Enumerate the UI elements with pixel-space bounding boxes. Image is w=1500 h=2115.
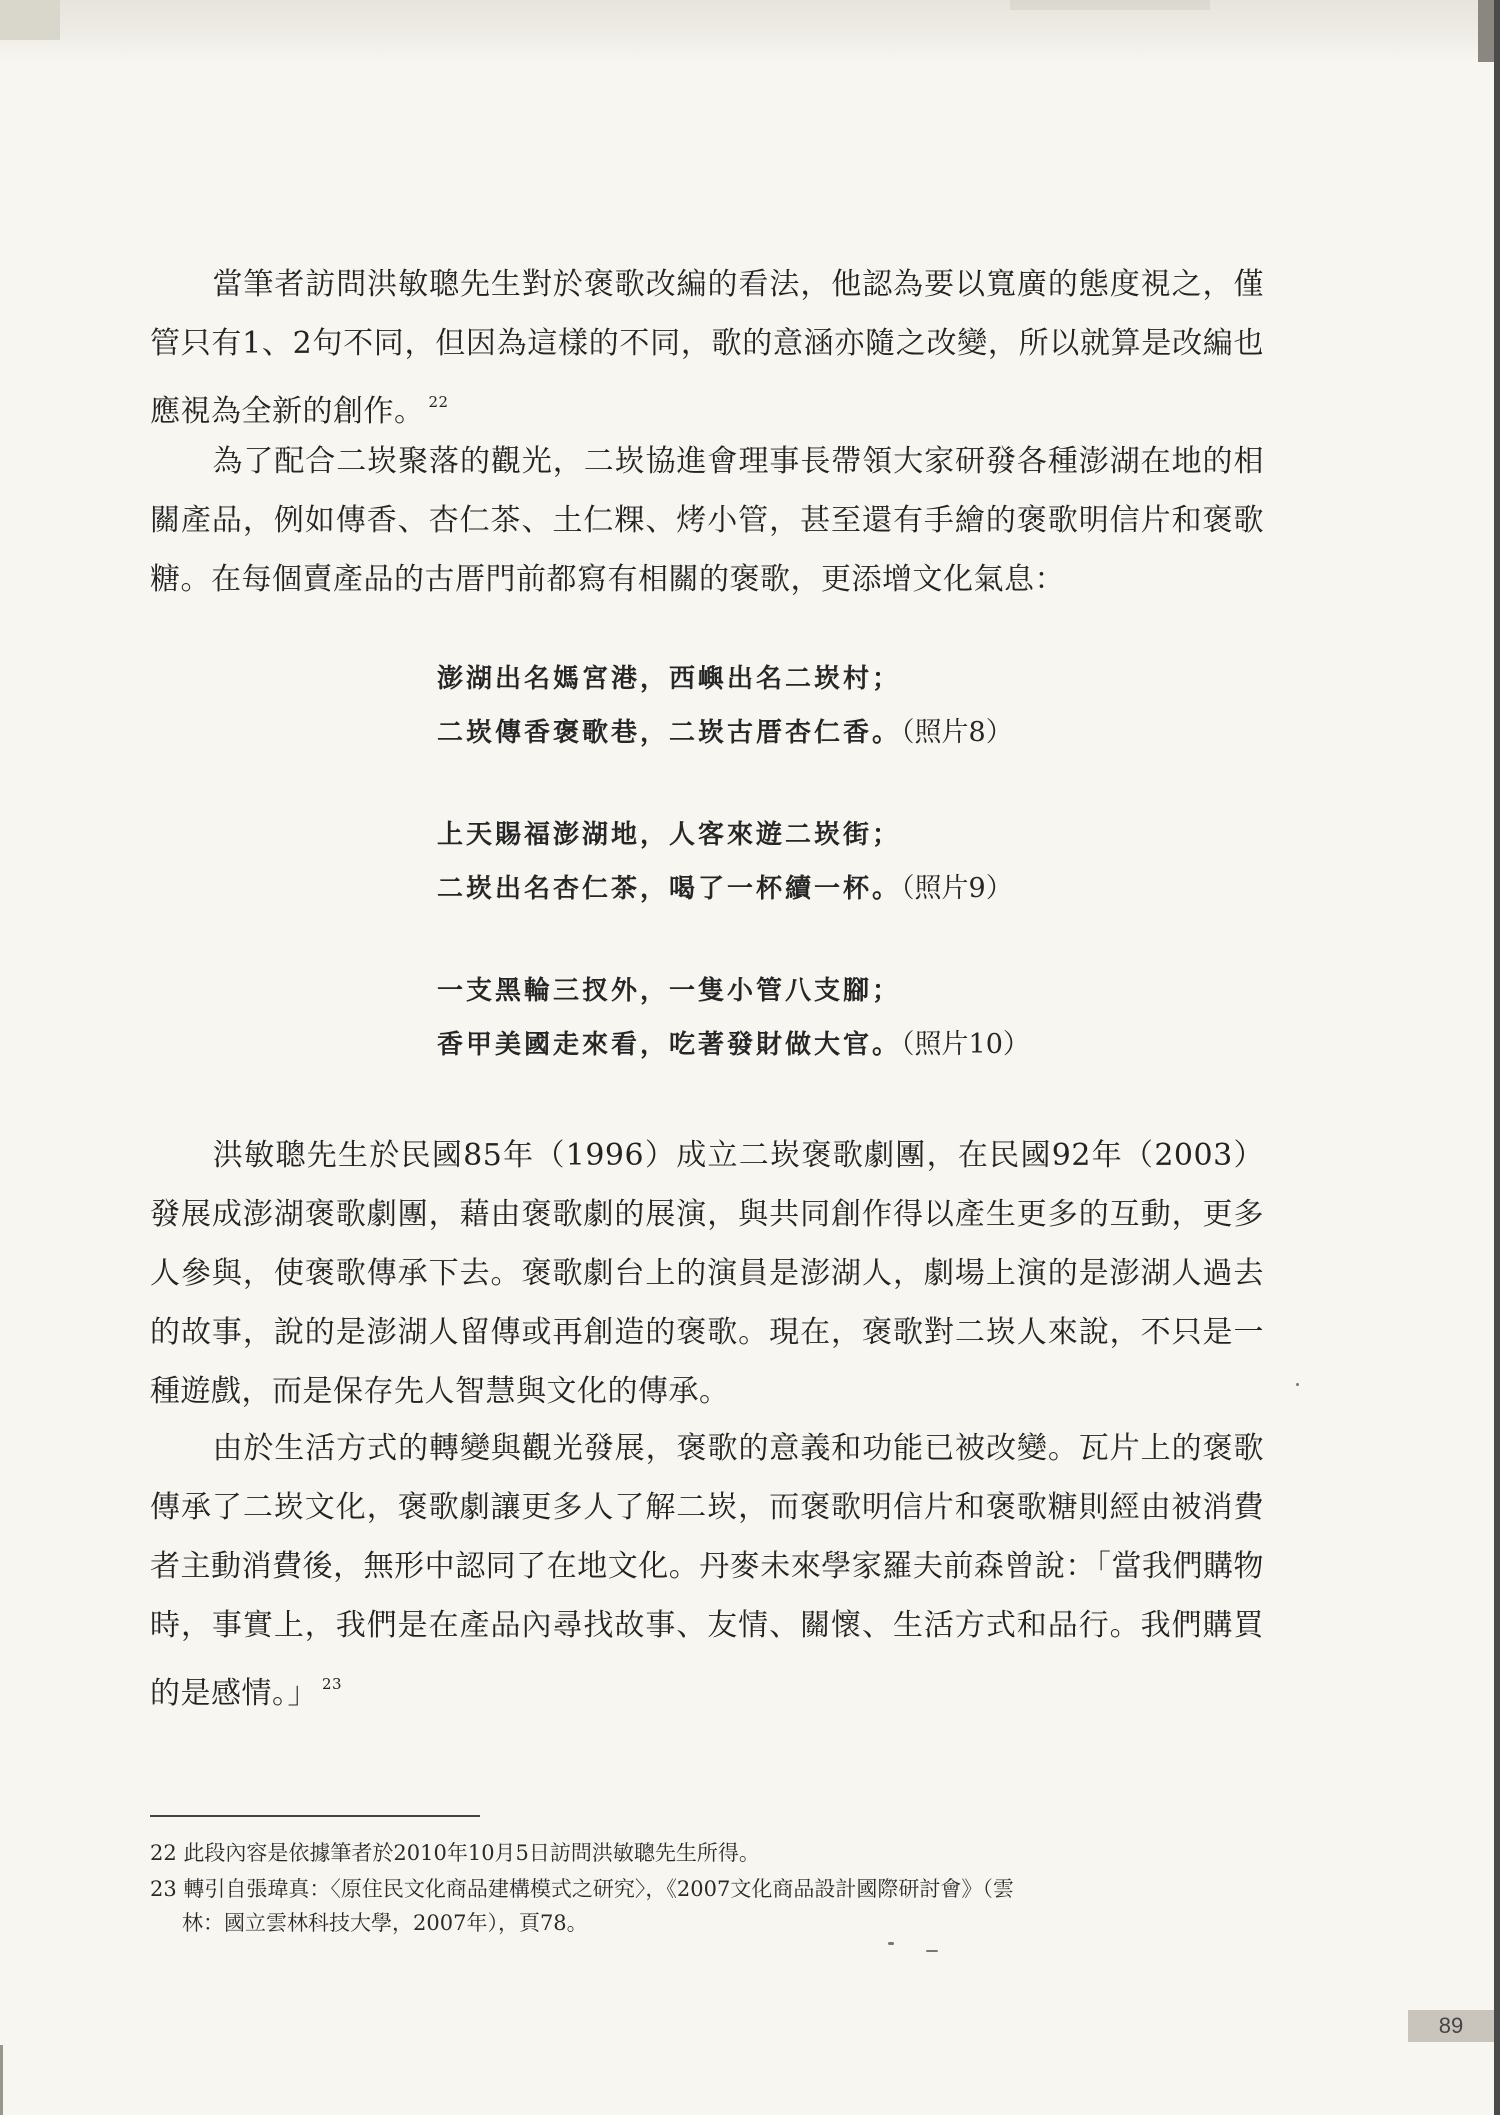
footnote-ref-22[interactable]: 22 <box>428 393 449 411</box>
scan-ghost-text <box>1010 0 1210 10</box>
paragraph-1 <box>150 255 1264 441</box>
paragraph-3-text: 洪敏聰先生於民國85年（1996）成立二崁褒歌劇團，在民國92年（2003）發展成澎湖褒歌劇團，藉由褒歌劇的展演，與共同創作得以產生更多的互動，更多人參與，使褒歌傳承下去。褒歌劇台上的演員是澎湖人，劇場上演的是澎湖人過去的故事，說的是澎湖人留傳或再創造的褒歌。現在，褒歌對二崁人來說，不只是一種遊戲，而是保存先人智慧與文化的傳承。 <box>150 1138 1264 1409</box>
scan-speck <box>926 1950 938 1952</box>
paragraph-3 <box>150 1126 1264 1421</box>
paragraph-4-text: 由於生活方式的轉變與觀光發展，褒歌的意義和功能已被改變。瓦片上的褒歌傳承了二崁文化，褒歌劇讓更多人了解二崁，而褒歌明信片和褒歌糖則經由被消費者主動消費後，無形中認同了在地文化。丹麥未來學家羅夫前森曾說：「當我們購物時，事實上，我們是在產品內尋找故事、友情、關懷、生活方式和品行。我們購買的是感情。」 <box>150 1431 1264 1711</box>
footnote-22: 22 此段內容是依據筆者於2010年10月5日訪問洪敏聰先生所得。 <box>150 1841 760 1865</box>
verse-3-line-1: 一支黑輪三扠外，一隻小管八支腳； <box>437 976 902 1006</box>
verse-1-line-2: 二崁傳香褒歌巷，二崁古厝杏仁香。（照片8） <box>437 717 1013 748</box>
scan-speck <box>888 1942 894 1945</box>
verse-block-1 <box>437 652 1237 760</box>
footnote-23-line-1: 23 轉引自張瑋真：〈原住民文化商品建構模式之研究〉，《2007文化商品設計國際研討會》（雲 <box>150 1877 1014 1901</box>
verse-2-line-1: 上天賜福澎湖地，人客來遊二崁街； <box>437 820 902 850</box>
scan-shadow <box>0 0 60 40</box>
verse-2-line-2: 二崁出名杏仁茶，喝了一杯續一杯。（照片9） <box>437 873 1013 904</box>
verse-3-line-2: 香甲美國走來看，吃著發財做大官。（照片10） <box>437 1029 1030 1060</box>
verse-block-3 <box>437 964 1237 1072</box>
page-edge <box>1494 0 1500 2115</box>
page-edge-left <box>0 2045 3 2115</box>
footnote-23 <box>150 1872 1264 1940</box>
photo-ref-10: （照片10） <box>901 1029 1030 1060</box>
paragraph-2-text: 為了配合二崁聚落的觀光，二崁協進會理事長帶領大家研發各種澎湖在地的相關產品，例如傳香、杏仁茶、土仁粿、烤小管，甚至還有手繪的褒歌明信片和褒歌糖。在每個賣產品的古厝門前都寫有相關的褒歌，更添增文化氣息： <box>150 444 1264 597</box>
verse-1-line-1: 澎湖出名媽宮港，西嶼出名二崁村； <box>437 664 902 694</box>
paragraph-4 <box>150 1419 1264 1723</box>
paragraph-2 <box>150 432 1264 609</box>
verse-block-2 <box>437 808 1237 916</box>
paragraph-1-text: 當筆者訪問洪敏聰先生對於褒歌改編的看法，他認為要以寬廣的態度視之，僅管只有1、2句不同，但因為這樣的不同，歌的意涵亦隨之改變，所以就算是改編也應視為全新的創作。 <box>150 267 1264 429</box>
photo-ref-8: （照片8） <box>901 717 1013 748</box>
footnote-ref-23[interactable]: 23 <box>322 1675 343 1693</box>
page-number: 89 <box>1408 2010 1494 2042</box>
footnote-23-line-2: 林：國立雲林科技大學，2007年），頁78。 <box>182 1911 588 1935</box>
footnote-divider <box>150 1815 480 1817</box>
photo-ref-9: （照片9） <box>901 873 1013 904</box>
scan-speck <box>1296 1383 1299 1386</box>
scan-top-band <box>0 0 1500 62</box>
